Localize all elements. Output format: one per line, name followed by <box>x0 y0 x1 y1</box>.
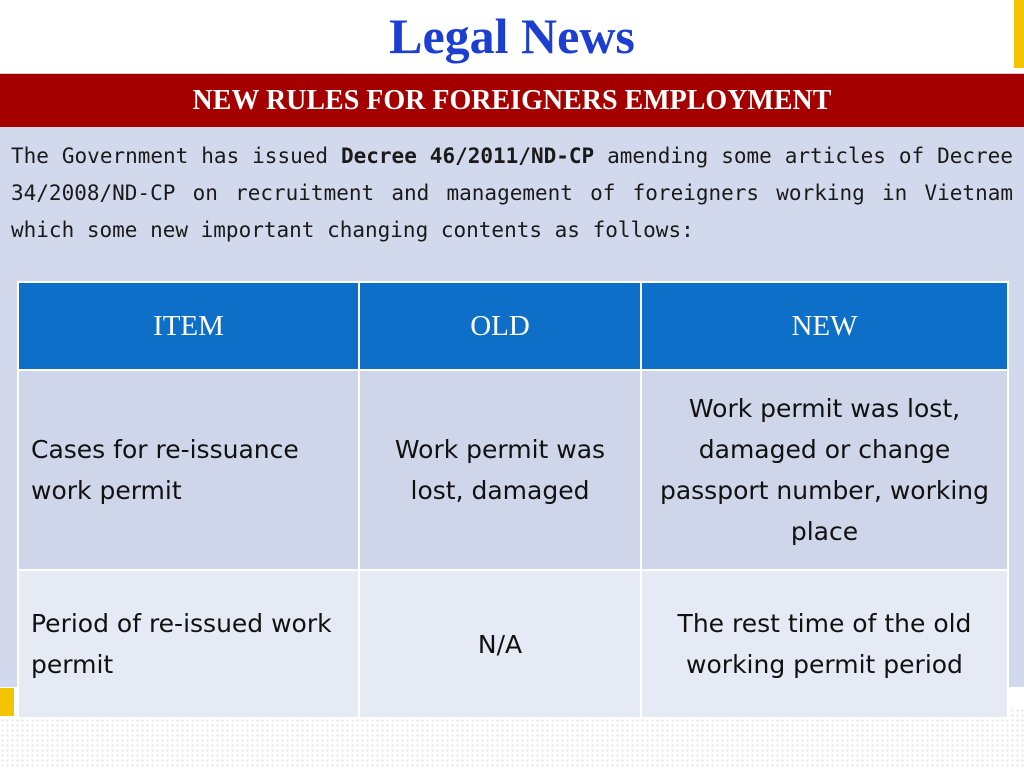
comparison-table-container <box>17 281 1007 717</box>
table-row <box>18 570 1008 718</box>
table-header-row <box>18 282 1008 370</box>
table-cell-item: Cases for re-issuance work permit <box>18 370 359 570</box>
table-row <box>18 370 1008 570</box>
intro-text-before: The Government has issued <box>11 144 341 168</box>
decree-reference: Decree 46/2011/ND-CP <box>340 144 595 168</box>
accent-bar-left <box>0 688 14 716</box>
column-header-new: NEW <box>641 282 1008 370</box>
table-cell-old: Work permit was lost, damaged <box>359 370 641 570</box>
slide-title: Legal News <box>389 8 635 64</box>
comparison-table <box>17 281 1009 719</box>
column-header-old: OLD <box>359 282 641 370</box>
intro-text-after: amending some articles of Decree 34/2008/ND-CP on recruitment and management of foreigners working in Vietnam which some new important changing contents as follows: <box>11 144 1013 242</box>
section-banner: NEW RULES FOR FOREIGNERS EMPLOYMENT <box>0 73 1024 127</box>
intro-paragraph <box>11 138 1013 249</box>
table-cell-new: Work permit was lost, damaged or change passport number, working place <box>641 370 1008 570</box>
table-cell-old: N/A <box>359 570 641 718</box>
table-cell-new: The rest time of the old working permit period <box>641 570 1008 718</box>
table-cell-item: Period of re-issued work permit <box>18 570 359 718</box>
column-header-item: ITEM <box>18 282 359 370</box>
